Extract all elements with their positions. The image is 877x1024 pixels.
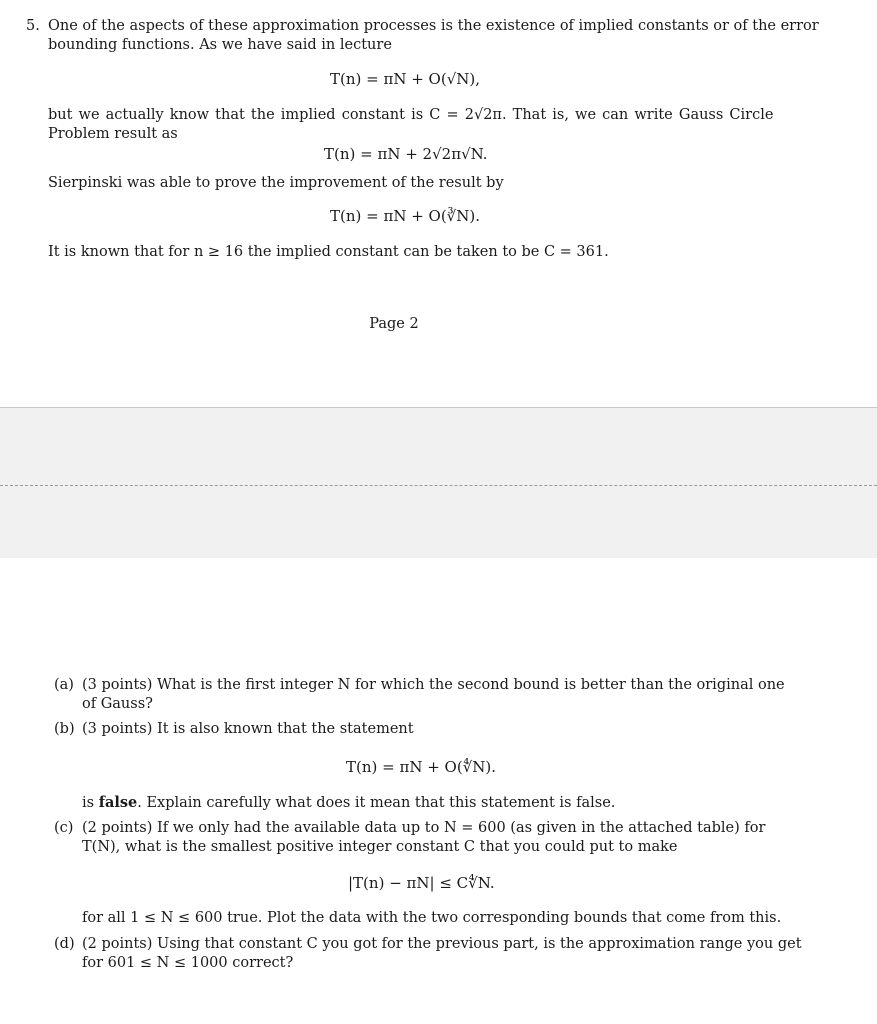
document-page-top: [0, 0, 877, 407]
equation-gauss-bound: T(n) = πN + O(√N),: [330, 70, 481, 88]
part-b-line2: [82, 793, 615, 813]
part-d-line2: for 601 ≤ N ≤ 1000 correct?: [82, 955, 294, 971]
page-break-separator: [0, 407, 877, 559]
part-d-line1: (2 points) Using that constant C you got for the previous part, is the approximation range you get: [82, 936, 802, 952]
part-a-label: (a): [54, 677, 74, 693]
part-c-line2: T(N), what is the smallest positive integer constant C that you could put to make: [82, 839, 678, 855]
part-b-line1: (3 points) It is also known that the statement: [82, 721, 414, 737]
part-a-line2: of Gauss?: [82, 696, 153, 712]
equation-fourth-root-bound: |T(n) − πN| ≤ C∜N.: [348, 874, 495, 892]
document-page-bottom: [0, 558, 877, 1024]
sierpinski-text: Sierpinski was able to prove the improvement of the result by: [48, 175, 504, 191]
implied-constant-line1: but we actually know that the implied constant is C = 2√2π. That is, we can write Gauss Circle: [48, 107, 774, 123]
part-b-line2-pre: is: [82, 795, 99, 811]
part-c-label: (c): [54, 820, 74, 836]
part-b-label: (b): [54, 721, 75, 737]
part-d-label: (d): [54, 936, 75, 952]
part-c-line3: for all 1 ≤ N ≤ 600 true. Plot the data with the two corresponding bounds that come from this.: [82, 910, 782, 926]
problem-intro-line2: bounding functions. As we have said in lecture: [48, 37, 392, 53]
part-a-line1: (3 points) What is the first integer N for which the second bound is better than the original one: [82, 677, 785, 693]
part-b-false-emphasis: false: [98, 794, 138, 811]
part-c-line1: (2 points) If we only had the available data up to N = 600 (as given in the attached table) for: [82, 820, 766, 836]
equation-sierpinski-bound: T(n) = πN + O(∛N).: [330, 207, 481, 225]
known-constant-text: It is known that for n ≥ 16 the implied constant can be taken to be C = 361.: [48, 244, 609, 260]
page-break-dashed-line: [0, 485, 877, 486]
problem-intro-line1: One of the aspects of these approximation processes is the existence of implied constants or of the error: [48, 18, 819, 34]
implied-constant-line2: Problem result as: [48, 126, 178, 142]
problem-number: 5.: [26, 18, 40, 34]
equation-explicit-bound: T(n) = πN + 2√2π√N.: [324, 145, 488, 163]
equation-fourth-root-claim: T(n) = πN + O(∜N).: [346, 758, 497, 776]
part-b-line2-post: . Explain carefully what does it mean that this statement is false.: [137, 795, 616, 811]
page-number: Page 2: [369, 316, 419, 332]
